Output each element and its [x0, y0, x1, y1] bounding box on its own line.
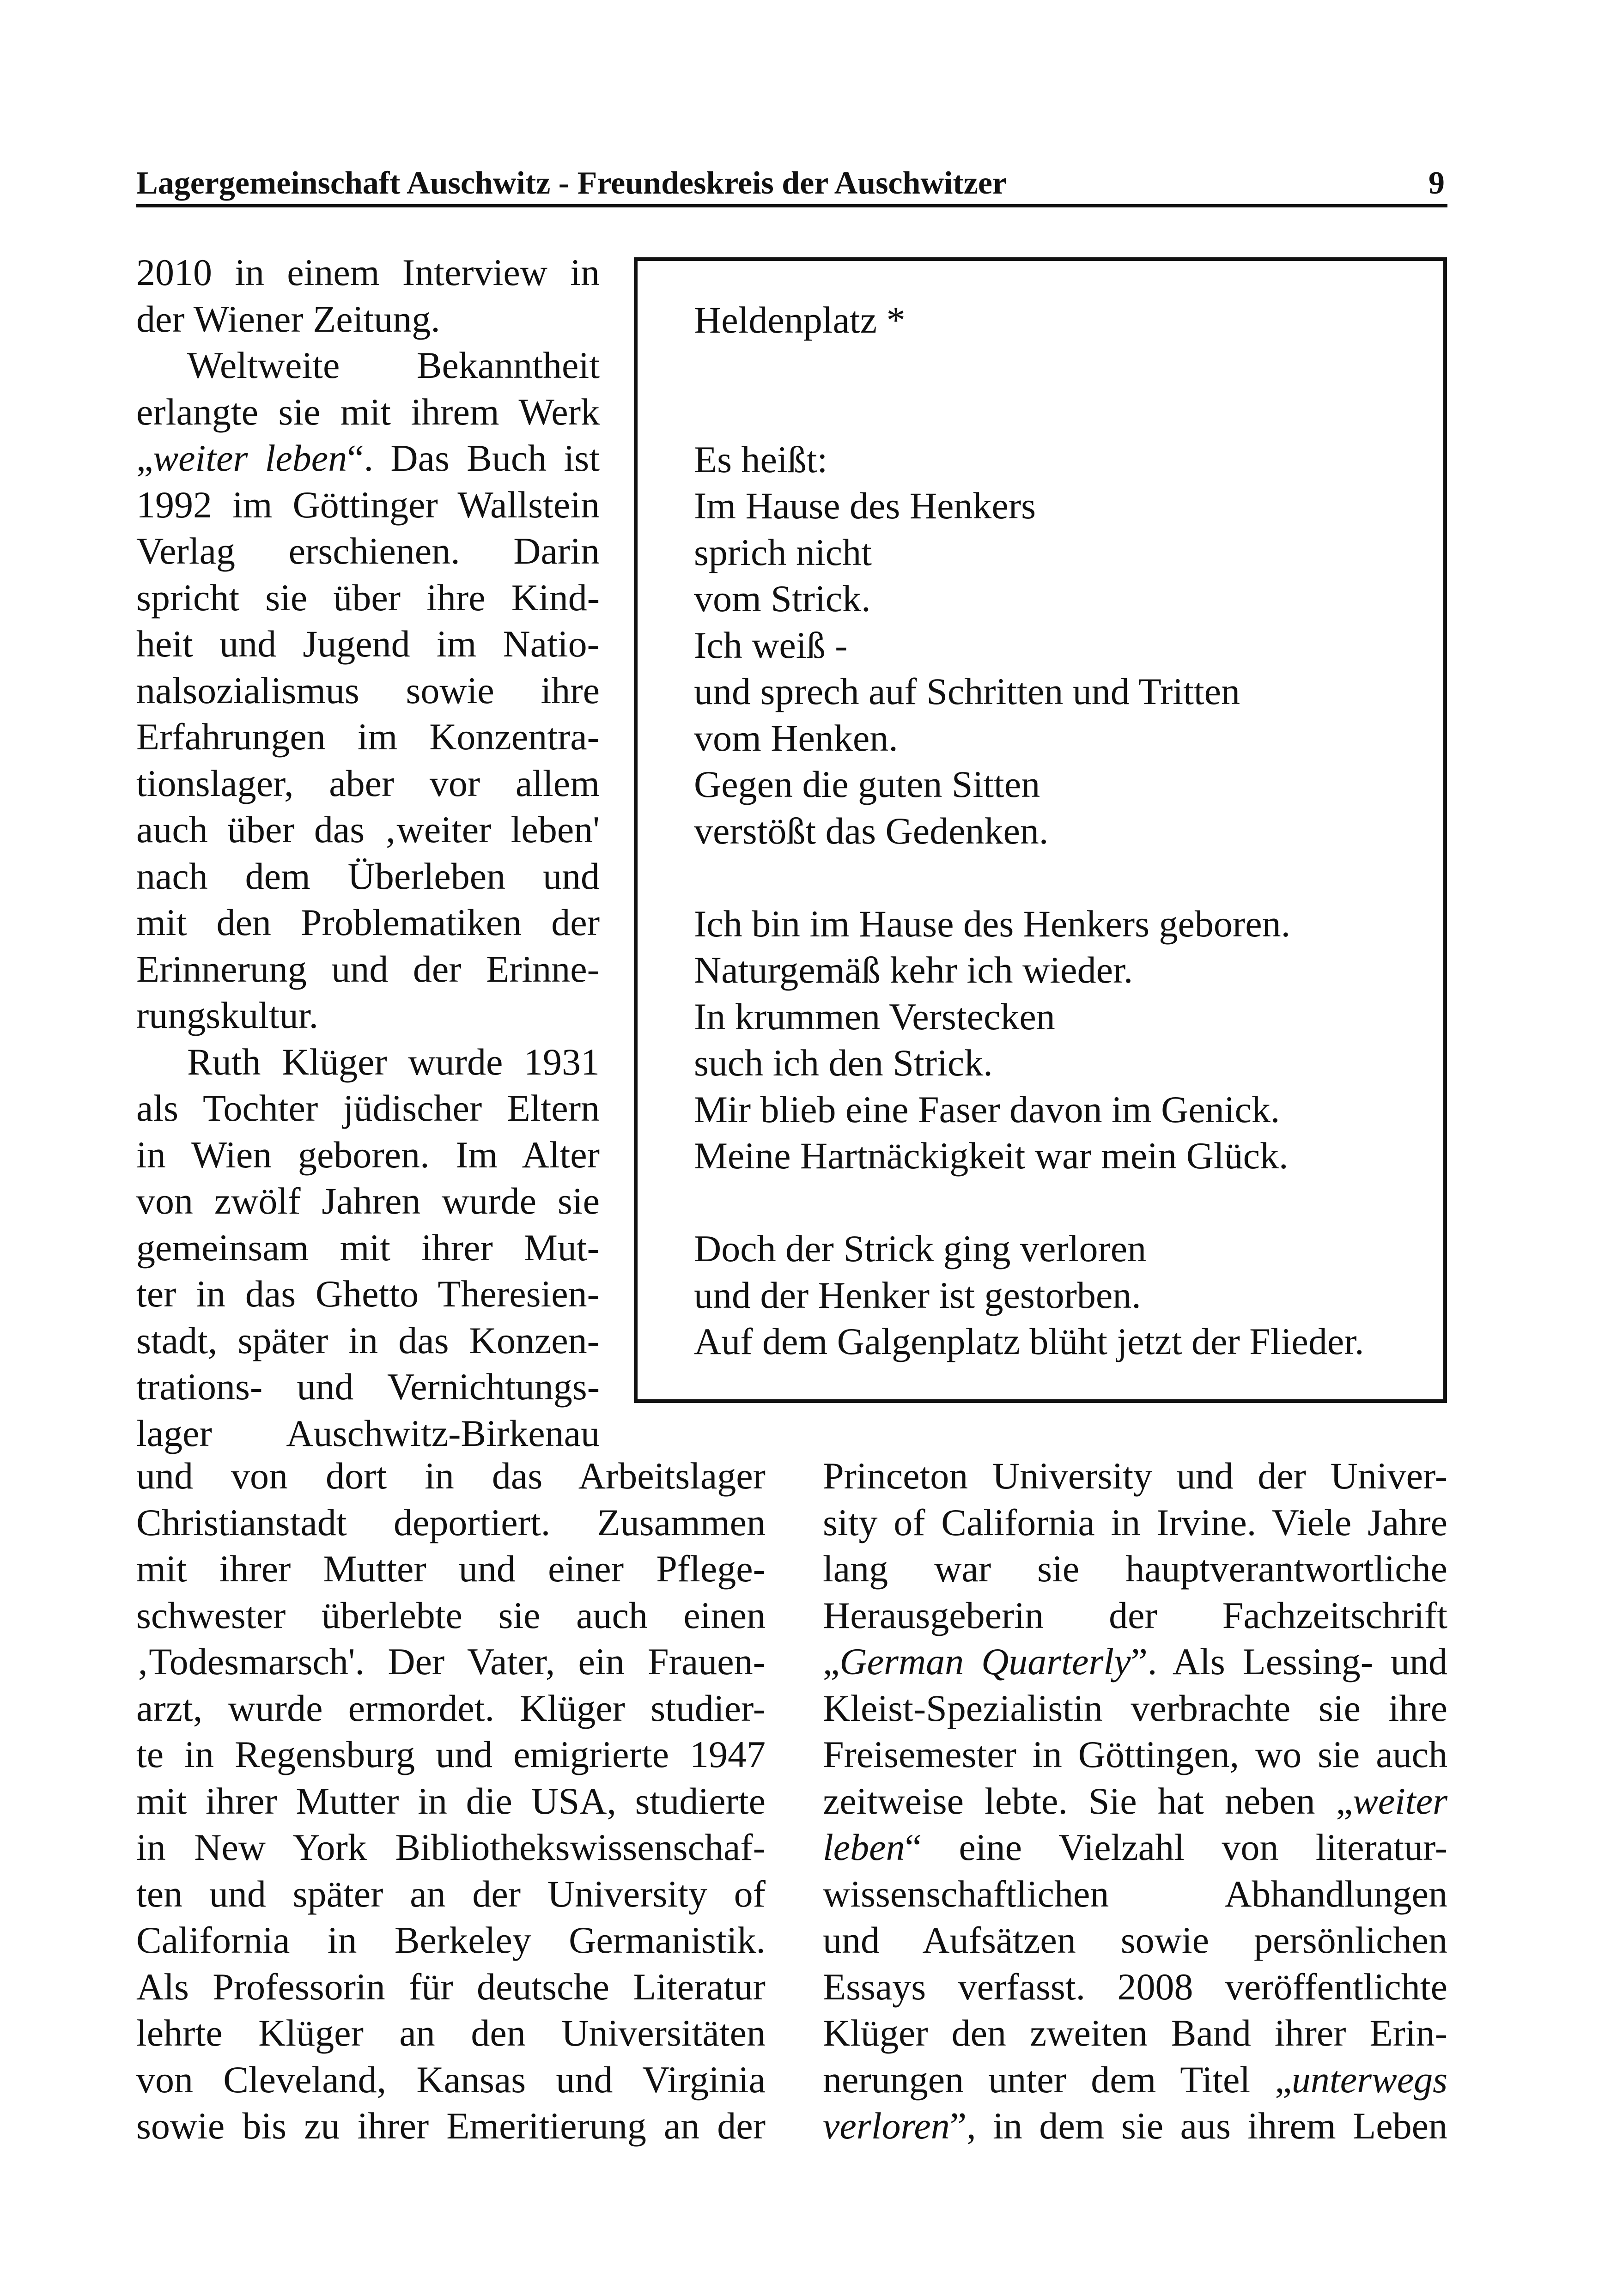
text-line: „weiter leben“. Das Buch ist: [136, 437, 600, 479]
text-line: als Tochter jüdischer Eltern: [136, 1087, 600, 1129]
text-line: mit ihrer Mutter und einer Pflege-: [136, 1548, 766, 1590]
text-line: nerungen unter dem Titel „unterwegs: [823, 2058, 1447, 2101]
text-line: rungskultur.: [136, 994, 319, 1036]
poem-line: In krummen Verstecken: [694, 995, 1055, 1038]
book-title-italic: leben: [823, 1826, 905, 1868]
text-line: verloren”, in dem sie aus ihrem Leben: [823, 2105, 1447, 2147]
poem-title: Heldenplatz *: [694, 299, 906, 341]
text-line: 1992 im Göttinger Wallstein: [136, 483, 600, 526]
text-line: Christianstadt deportiert. Zusammen: [136, 1501, 766, 1543]
text-line: wissenschaftlichen Abhandlungen: [823, 1872, 1447, 1915]
text-line: sity of California in Irvine. Viele Jahre: [823, 1501, 1447, 1543]
text-line: erlangte sie mit ihrem Werk: [136, 390, 600, 433]
text-line: „German Quarterly”. Als Lessing- und: [823, 1640, 1448, 1683]
text-line: gemeinsam mit ihrer Mut-: [136, 1226, 600, 1269]
text-line: in New York Bibliothekswissenschaf-: [136, 1826, 766, 1868]
text-line: und von dort in das Arbeitslager: [136, 1455, 766, 1497]
poem-line: Mir blieb eine Faser davon im Genick.: [694, 1088, 1280, 1130]
text-line: Als Professorin für deutsche Literatur: [136, 1965, 766, 2008]
poem-line: und sprech auf Schritten und Tritten: [694, 670, 1240, 712]
text-line: und Aufsätzen sowie persönlichen: [823, 1919, 1447, 1961]
poem-line: Doch der Strick ging verloren: [694, 1227, 1147, 1269]
text-line: arzt, wurde ermordet. Klüger studier-: [136, 1687, 766, 1729]
text-line: Kleist-Spezialistin verbrachte sie ihre: [823, 1687, 1447, 1729]
text-line: Princeton University und der Univer-: [823, 1455, 1447, 1497]
book-title-italic: weiter leben: [153, 437, 347, 479]
text-line: California in Berkeley Germanistik.: [136, 1919, 766, 1961]
poem-line: Gegen die guten Sitten: [694, 763, 1040, 805]
text-line: tionslager, aber vor allem: [136, 762, 600, 804]
text-line: stadt, später in das Konzen-: [136, 1319, 600, 1361]
poem-line: Meine Hartnäckigkeit war mein Glück.: [694, 1135, 1289, 1177]
text-line: Erinnerung und der Erinne-: [136, 948, 600, 990]
poem-line: sprich nicht: [694, 531, 872, 573]
poem-line: verstößt das Gedenken.: [694, 809, 1049, 852]
book-title-italic: weiter: [1353, 1780, 1447, 1822]
poem-line: vom Henken.: [694, 717, 898, 759]
text-line: spricht sie über ihre Kind-: [136, 576, 600, 619]
poem: [694, 297, 1442, 1365]
poem-line: Ich weiß -: [694, 624, 848, 666]
poem-line: Es heißt:: [694, 438, 828, 480]
journal-title-italic: German Quarterly: [839, 1640, 1131, 1683]
text-line: Ruth Klüger wurde 1931: [187, 1040, 600, 1083]
text-line: trations- und Vernichtungs-: [136, 1366, 600, 1408]
text-line: ‚Todesmarsch'. Der Vater, ein Frauen-: [136, 1640, 766, 1683]
text-line: lehrte Klüger an den Universitäten: [136, 2012, 766, 2054]
text-line: ten und später an der University of: [136, 1872, 766, 1915]
poem-line: Auf dem Galgenplatz blüht jetzt der Flieder.: [694, 1320, 1364, 1362]
text-line: mit ihrer Mutter in die USA, studierte: [136, 1780, 766, 1822]
poem-line: und der Henker ist gestorben.: [694, 1274, 1141, 1316]
text-line: Verlag erschienen. Darin: [136, 530, 600, 572]
text-line: Essays verfasst. 2008 veröffentlichte: [823, 1965, 1447, 2008]
text-line: schwester überlebte sie auch einen: [136, 1594, 766, 1636]
text-line: nach dem Überleben und: [136, 855, 600, 897]
page-header: [136, 166, 1447, 207]
text-line: von Cleveland, Kansas und Virginia: [136, 2058, 766, 2101]
book-title-italic: verloren: [823, 2105, 950, 2147]
text-line: auch über das ‚weiter leben': [136, 808, 600, 850]
text-line: lang war sie hauptverantwortliche: [823, 1548, 1447, 1590]
text-line: sowie bis zu ihrer Emeritierung an der: [136, 2105, 766, 2147]
text-line: ter in das Ghetto Theresien-: [136, 1273, 600, 1315]
left-column-bottom: [136, 1453, 766, 2150]
poem-line: vom Strick.: [694, 577, 871, 620]
text-line: lager Auschwitz-Birkenau: [136, 1412, 600, 1454]
text-line: Erfahrungen im Konzentra-: [136, 716, 600, 758]
poem-box: [634, 257, 1447, 1403]
poem-line: Im Hause des Henkers: [694, 485, 1036, 527]
text-line: leben“ eine Vielzahl von literatur-: [823, 1826, 1447, 1868]
left-column-top: [136, 249, 600, 1457]
right-column-bottom: [823, 1453, 1447, 2150]
poem-line: Naturgemäß kehr ich wieder.: [694, 949, 1133, 991]
text-line: Freisemester in Göttingen, wo sie auch: [823, 1733, 1447, 1775]
text-line: Herausgeberin der Fachzeitschrift: [823, 1594, 1447, 1636]
text-line: mit den Problematiken der: [136, 901, 600, 943]
text-line: der Wiener Zeitung.: [136, 298, 440, 340]
text-line: zeitweise lebte. Sie hat neben „weiter: [823, 1780, 1447, 1822]
text-line: te in Regensburg und emigrierte 1947: [136, 1733, 766, 1775]
book-title-italic: unterwegs: [1291, 2058, 1447, 2101]
text-line: von zwölf Jahren wurde sie: [136, 1180, 600, 1222]
poem-line: Ich bin im Hause des Henkers geboren.: [694, 902, 1291, 945]
text-line: nalsozialismus sowie ihre: [136, 669, 600, 711]
page-number: 9: [1429, 165, 1445, 201]
text-line: Klüger den zweiten Band ihrer Erin-: [823, 2012, 1447, 2054]
text-line: 2010 in einem Interview in: [136, 251, 600, 293]
text-line: heit und Jugend im Natio-: [136, 623, 600, 665]
poem-line: such ich den Strick.: [694, 1042, 993, 1084]
text-line: in Wien geboren. Im Alter: [136, 1133, 600, 1176]
publication-title: Lagergemeinschaft Auschwitz - Freundeskreis der Auschwitzer: [136, 165, 1007, 201]
text-line: Weltweite Bekanntheit: [187, 344, 600, 386]
